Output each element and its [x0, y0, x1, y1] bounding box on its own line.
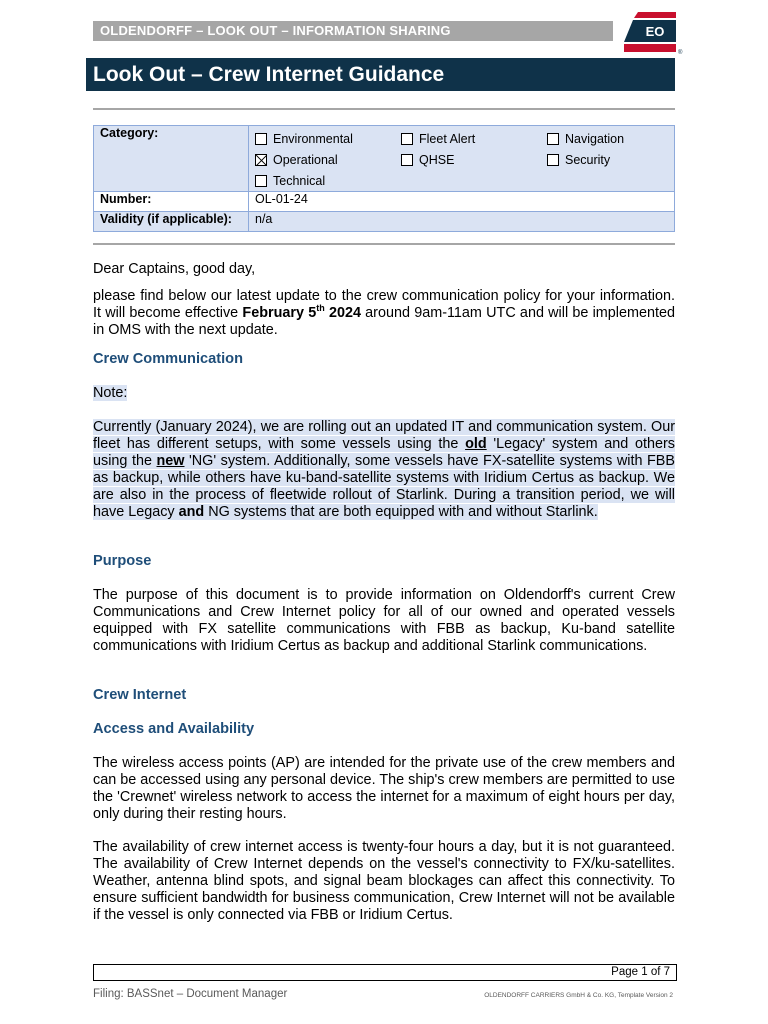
heading-access-availability: Access and Availability [93, 721, 255, 737]
company-template-note: OLDENDORFF CARRIERS GmbH & Co. KG, Template Version 2 [484, 992, 673, 999]
effective-date: February 5th 2024 [242, 303, 361, 321]
emphasis-old: old [465, 436, 487, 452]
note-paragraph: Currently (January 2024), we are rolling out an updated IT and communication system. Our fleet has different setups, with some vessels using the old 'Legacy' system and others using the new 'NG' system. Additionally, some vessels have FX-satellite systems with FBB as backup, while others have ku-band-satellite systems with Iridium Certus as backup. We are also in the process of fleetwide rollout of Starlink. During a transition period, we will have Legacy and NG systems that are both equipped with and without Starlink. [93, 419, 676, 520]
unchecked-box-icon[interactable] [401, 154, 413, 166]
page-title: Look Out – Crew Internet Guidance [86, 58, 675, 91]
access-paragraph-1: The wireless access points (AP) are intended for the private use of the crew members and can be accessed using any personal device. The ship's crew members are permitted to use the 'Crewnet' wireless network to access the internet for a maximum of eight hours per day, only during their resting hours. [93, 755, 675, 822]
category-option-label: QHSE [419, 152, 455, 167]
category-options [249, 126, 675, 192]
category-option-label: Technical [273, 173, 326, 188]
unchecked-box-icon[interactable] [255, 175, 267, 187]
page-number: Page 1 of 7 [93, 964, 677, 981]
category-option-label: Navigation [565, 131, 625, 146]
greeting: Dear Captains, good day, [93, 261, 256, 277]
note-label: Note: [93, 385, 128, 401]
intro-paragraph [93, 288, 675, 339]
unchecked-box-icon[interactable] [255, 133, 267, 145]
header-bar: OLDENDORFF – LOOK OUT – INFORMATION SHARING [93, 21, 613, 41]
metadata-table [93, 125, 675, 232]
category-option-label: Security [565, 152, 611, 167]
number-value: OL-01-24 [249, 192, 675, 212]
heading-crew-communication: Crew Communication [93, 351, 244, 367]
category-checkbox-navigation[interactable] [547, 128, 667, 149]
category-checkbox-technical[interactable] [255, 170, 401, 191]
category-option-label: Environmental [273, 131, 353, 146]
divider [93, 108, 675, 110]
unchecked-box-icon[interactable] [401, 133, 413, 145]
heading-purpose: Purpose [93, 553, 152, 569]
heading-crew-internet: Crew Internet [93, 687, 187, 703]
category-checkbox-environmental[interactable] [255, 128, 401, 149]
access-paragraph-2: The availability of crew internet access is twenty-four hours a day, but it is not guaranteed. The availability of Crew Internet depends on the vessel's connectivity to FX/ku-satellites. Weather, antenna blind spots, and signal beam blockages can affect this connectivity. To ensure sufficient bandwidth for business communication, Crew Internet will not be available if the vessel is only connected via FBB or Iridium Certus. [93, 839, 675, 923]
filing-note: Filing: BASSnet – Document Manager [93, 988, 288, 1000]
emphasis-and: and [178, 504, 205, 520]
category-checkbox-fleet-alert[interactable] [401, 128, 547, 149]
logo-registered-mark: ® [678, 50, 683, 56]
validity-value: n/a [249, 212, 675, 232]
checked-box-icon[interactable] [255, 154, 267, 166]
unchecked-box-icon[interactable] [547, 133, 559, 145]
category-checkbox-qhse[interactable] [401, 149, 547, 170]
unchecked-box-icon[interactable] [547, 154, 559, 166]
category-checkbox-operational[interactable] [255, 149, 401, 170]
logo-text: EO [645, 24, 665, 39]
emphasis-new: new [156, 453, 185, 469]
oldendorff-logo [624, 12, 684, 56]
category-label: Category: [94, 126, 249, 192]
divider [93, 243, 675, 245]
number-label: Number: [94, 192, 249, 212]
purpose-paragraph: The purpose of this document is to provide information on Oldendorff's current Crew Communications and Crew Internet policy for all of our owned and operated vessels equipped with FX satellite communications with FBB as backup, Ku-band satellite communications with Iridium Certus as backup and additional Starlink communications. [93, 587, 675, 654]
validity-label: Validity (if applicable): [94, 212, 249, 232]
category-option-label: Operational [273, 152, 338, 167]
category-checkbox-security[interactable] [547, 149, 667, 170]
intro-text-2: around 9am-11am UTC and will be implemented in OMS with the next update. [93, 305, 675, 338]
intro-text-1: please find below our latest update to the crew communication policy for your information. It will become effective [93, 288, 675, 321]
category-option-label: Fleet Alert [419, 131, 476, 146]
